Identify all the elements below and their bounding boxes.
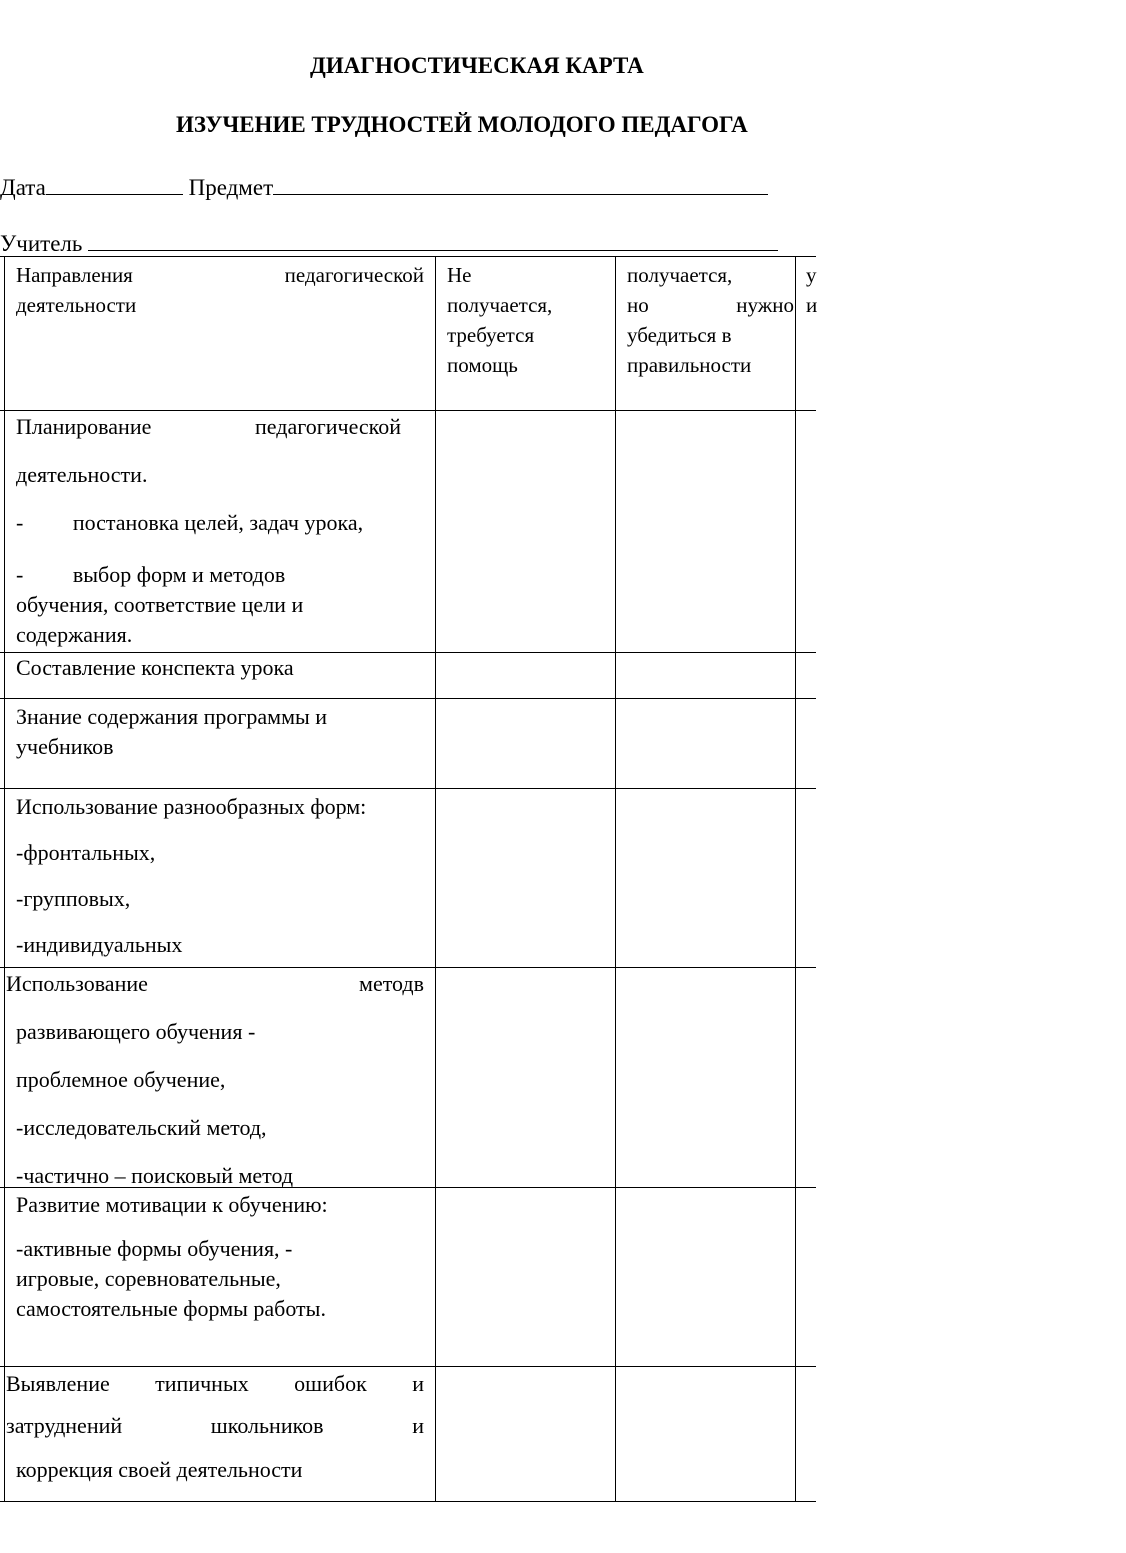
column-header-cut xyxy=(806,260,816,320)
row-line: -активные формы обучения, - xyxy=(16,1236,293,1261)
row-line: Знание содержания программы и xyxy=(16,704,328,729)
table-top-border xyxy=(0,256,816,257)
header-line: требуется xyxy=(447,323,535,347)
row-divider xyxy=(0,698,816,699)
header-line: помощь xyxy=(447,353,518,377)
header-line: получается, xyxy=(447,293,553,317)
document-subtitle: ИЗУЧЕНИЕ ТРУДНОСТЕЙ МОЛОДОГО ПЕДАГОГА xyxy=(176,112,748,137)
header-line: Не xyxy=(447,263,472,287)
table-row-error-correction xyxy=(6,1369,424,1485)
row-line: Использование разнообразных форм: xyxy=(16,794,367,819)
header-line: Направления педагогической xyxy=(16,263,424,287)
row-line: -фронтальных, xyxy=(16,840,156,865)
row-line: Планирование педагогической xyxy=(16,414,401,439)
row-line: затруднений школьников и xyxy=(6,1413,424,1438)
row-line: -групповых, xyxy=(16,886,131,911)
row-line: Выявление типичных ошибок и xyxy=(6,1371,424,1396)
row-line: -исследовательский метод, xyxy=(16,1115,267,1140)
header-line: но нужно xyxy=(627,293,794,317)
header-line: правильности xyxy=(627,353,752,377)
row-line: коррекция своей деятельности xyxy=(16,1457,303,1482)
row-divider xyxy=(0,788,816,789)
row-divider xyxy=(0,967,816,968)
col-border xyxy=(615,256,616,1502)
subject-label: Предмет xyxy=(188,175,274,200)
column-header-needs-help xyxy=(447,260,607,380)
col-border-left xyxy=(4,256,5,1502)
table-row-program-knowledge xyxy=(16,702,424,762)
row-line: проблемное обучение, xyxy=(16,1067,226,1092)
row-divider xyxy=(0,410,816,411)
column-header-directions xyxy=(16,260,424,320)
table-bottom-border xyxy=(0,1501,816,1502)
table-row-developing-methods xyxy=(6,969,424,1191)
row-line: содержания. xyxy=(16,622,133,647)
header-line: убедиться в xyxy=(627,323,732,347)
col-border xyxy=(795,256,796,1502)
row-line: развивающего обучения - xyxy=(16,1019,256,1044)
row-line: деятельности. xyxy=(16,462,148,487)
document-title: ДИАГНОСТИЧЕСКАЯ КАРТА xyxy=(310,53,644,78)
date-label: Дата xyxy=(0,175,46,200)
row-line: обучения, соответствие цели и xyxy=(16,592,304,617)
row-line: Развитие мотивации к обучению: xyxy=(16,1192,328,1217)
date-subject-line xyxy=(0,172,768,202)
row-line: -индивидуальных xyxy=(16,932,183,957)
row-line: Использование методв xyxy=(6,971,424,996)
table-row-motivation xyxy=(16,1190,424,1324)
column-header-needs-check xyxy=(627,260,794,380)
date-blank[interactable] xyxy=(46,172,183,195)
header-line: получается, xyxy=(627,263,733,287)
teacher-blank[interactable] xyxy=(88,228,778,251)
teacher-line xyxy=(0,228,778,258)
row-line: игровые, соревновательные, xyxy=(16,1266,281,1291)
row-divider xyxy=(0,1366,816,1367)
col-border xyxy=(435,256,436,1502)
subject-blank[interactable] xyxy=(273,172,768,195)
header-line: у xyxy=(806,263,817,287)
header-line: деятельности xyxy=(16,293,137,317)
row-line: - выбор форм и методов xyxy=(16,562,286,587)
row-line: самостоятельные формы работы. xyxy=(16,1296,326,1321)
header-line: и xyxy=(806,293,818,317)
row-line: учебников xyxy=(16,734,114,759)
row-line: -частично – поисковый метод xyxy=(16,1163,294,1188)
teacher-label: Учитель xyxy=(0,231,83,256)
table-row-planning xyxy=(16,412,401,650)
row-line: Составление конспекта урока xyxy=(16,655,294,680)
row-line: - постановка целей, задач урока, xyxy=(16,510,364,535)
table-row-lesson-plan xyxy=(16,653,424,683)
table-row-forms xyxy=(16,792,426,960)
